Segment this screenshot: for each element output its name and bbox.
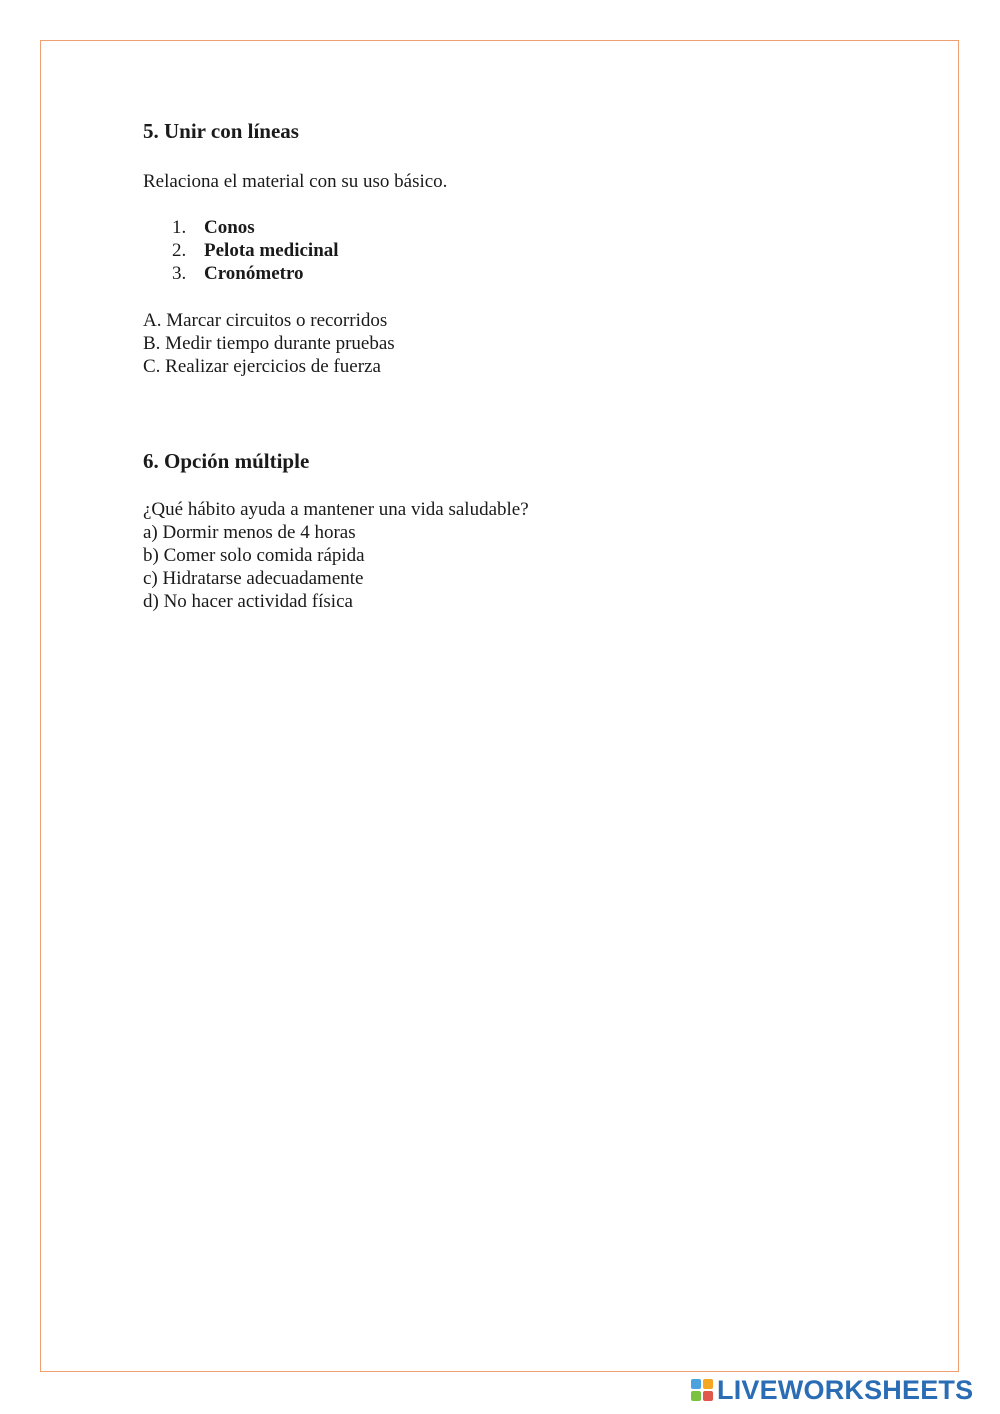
liveworksheets-brand (691, 1376, 973, 1404)
section-5-instruction: Relaciona el material con su uso básico. (143, 171, 448, 192)
logo-tile (691, 1379, 701, 1389)
match-option-c: C. Realizar ejercicios de fuerza (143, 356, 381, 377)
logo-tile (703, 1379, 713, 1389)
list-item-label: Cronómetro (204, 263, 304, 284)
section-6-question: ¿Qué hábito ayuda a mantener una vida saludable? (143, 499, 529, 520)
logo-tile (691, 1391, 701, 1401)
list-item-label: Conos (204, 217, 255, 238)
match-option-a: A. Marcar circuitos o recorridos (143, 310, 388, 331)
liveworksheets-logo-icon (691, 1379, 713, 1401)
choice-option-c: c) Hidratarse adecuadamente (143, 568, 364, 589)
section-6-title: 6. Opción múltiple (143, 449, 310, 473)
list-item-number: 1. (172, 217, 187, 238)
list-item-label: Pelota medicinal (204, 240, 339, 261)
choice-option-d: d) No hacer actividad física (143, 591, 353, 612)
section-5-title: 5. Unir con líneas (143, 119, 299, 143)
choice-option-b: b) Comer solo comida rápida (143, 545, 365, 566)
match-option-b: B. Medir tiempo durante pruebas (143, 333, 395, 354)
choice-option-a: a) Dormir menos de 4 horas (143, 522, 356, 543)
list-item-number: 3. (172, 263, 187, 284)
list-item-number: 2. (172, 240, 187, 261)
logo-tile (703, 1391, 713, 1401)
brand-wordmark: LIVEWORKSHEETS (717, 1374, 974, 1405)
